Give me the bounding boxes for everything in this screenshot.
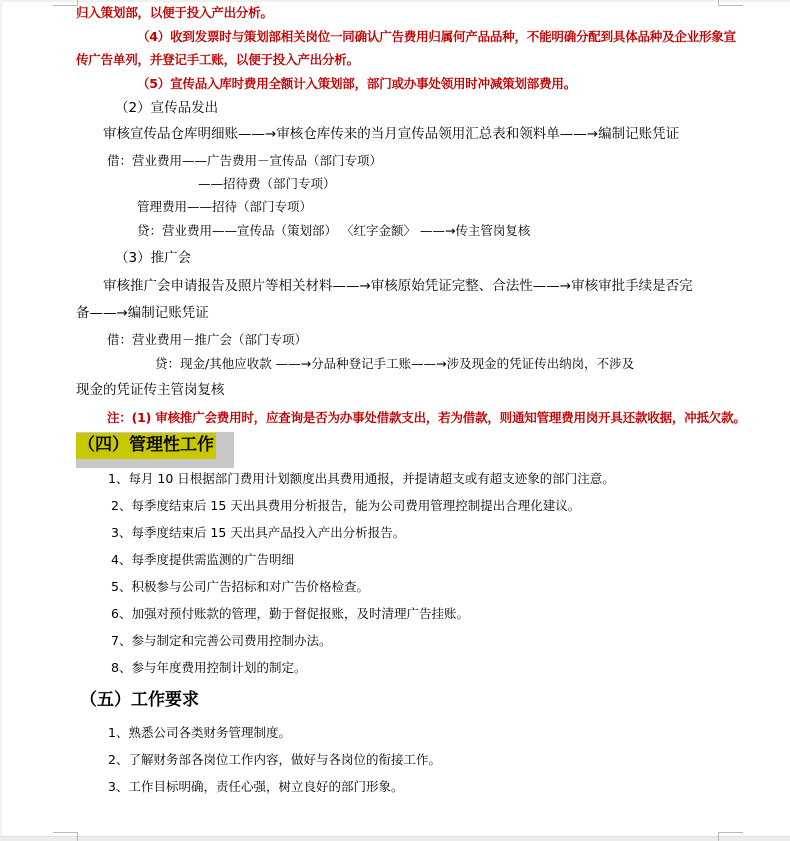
red-paragraph-3: （5）宣传品入库时费用全额计入策划部，部门或办事处领用时冲减策划部费用。 (137, 76, 576, 91)
subsection-3-entry-debit: 借：营业费用－推广会（部门专项） (107, 332, 308, 347)
section-4-item-1: 1、每月 10 日根据部门费用计划额度出具费用通报，并提请超支或有超支迹象的部门注意。 (108, 471, 615, 486)
section-4-item-5: 5、积极参与公司广告招标和对广告价格检查。 (111, 579, 369, 594)
subsection-2-title: （2）宣传品发出 (115, 100, 219, 116)
section-4-title: （四）管理性工作 (76, 433, 216, 459)
page-bottom-edge (0, 836, 790, 841)
margin-corner-mark-top-right (718, 0, 743, 6)
subsection-3-flow-line-1: 审核推广会申请报告及照片等相关材料——→审核原始凭证完整、合法性——→审核审批手续是否完 (103, 278, 693, 294)
note-paragraph: 注：(1) 审核推广会费用时，应查询是否为办事处借款支出，若为借款，则通知管理费用岗开具还款收据，冲抵欠款。 (107, 410, 746, 425)
page-top-edge (0, 0, 790, 2)
subsection-3-entry-credit: 贷：现金/其他应收款 ——→分品种登记手工账——→涉及现金的凭证传出纳岗，不涉及 (155, 356, 635, 371)
subsection-3-entry-review: 现金的凭证传主管岗复核 (76, 382, 225, 398)
section-4-item-3: 3、每季度结束后 15 天出具产品投入产出分析报告。 (111, 525, 406, 540)
section-4-item-6: 6、加强对预付账款的管理，勤于督促报账，及时清理广告挂账。 (111, 606, 469, 621)
page-left-edge (0, 0, 2, 840)
subsection-2-entry-admin: 管理费用——招待（部门专项） (137, 199, 313, 214)
subsection-3-flow-line-2: 备——→编制记账凭证 (76, 305, 209, 321)
subsection-2-entry-debit: 借：营业费用——广告费用－宣传品（部门专项） (107, 153, 383, 168)
red-paragraph-2-line-2: 传广告单列，并登记手工账，以便于投入产出分析。 (76, 52, 359, 67)
red-paragraph-1: 归入策划部，以便于投入产出分析。 (76, 5, 273, 20)
section-4-item-2: 2、每季度结束后 15 天出具费用分析报告，能为公司费用管理控制提出合理化建议。 (111, 498, 581, 513)
subsection-3-title: （3）推广会 (115, 250, 192, 266)
section-4-item-8: 8、参与年度费用控制计划的制定。 (111, 660, 307, 675)
section-5-item-2: 2、了解财务部各岗位工作内容，做好与各岗位的衔接工作。 (108, 752, 441, 767)
section-5-item-1: 1、熟悉公司各类财务管理制度。 (108, 725, 291, 740)
section-4-item-7: 7、参与制定和完善公司费用控制办法。 (111, 633, 332, 648)
red-paragraph-2-line-1: （4）收到发票时与策划部相关岗位一同确认广告费用归属何产品品种，不能明确分配到具体品种及企业形象宣 (137, 29, 736, 44)
margin-corner-mark-top-left (53, 0, 78, 6)
section-5-title: （五）工作要求 (80, 690, 199, 710)
subsection-2-flow: 审核宣传品仓库明细账——→审核仓库传来的当月宣传品领用汇总表和领料单——→编制记账凭证 (103, 126, 680, 142)
subsection-2-entry-credit: 贷：营业费用——宣传品（策划部） 〈红字金额〉 ——→传主管岗复核 (137, 223, 531, 238)
subsection-2-entry-hospitality: ——招待费（部门专项） (198, 176, 336, 191)
section-5-item-3: 3、工作目标明确，责任心强，树立良好的部门形象。 (108, 779, 404, 794)
section-4-item-4: 4、每季度提供需监测的广告明细 (111, 552, 294, 567)
